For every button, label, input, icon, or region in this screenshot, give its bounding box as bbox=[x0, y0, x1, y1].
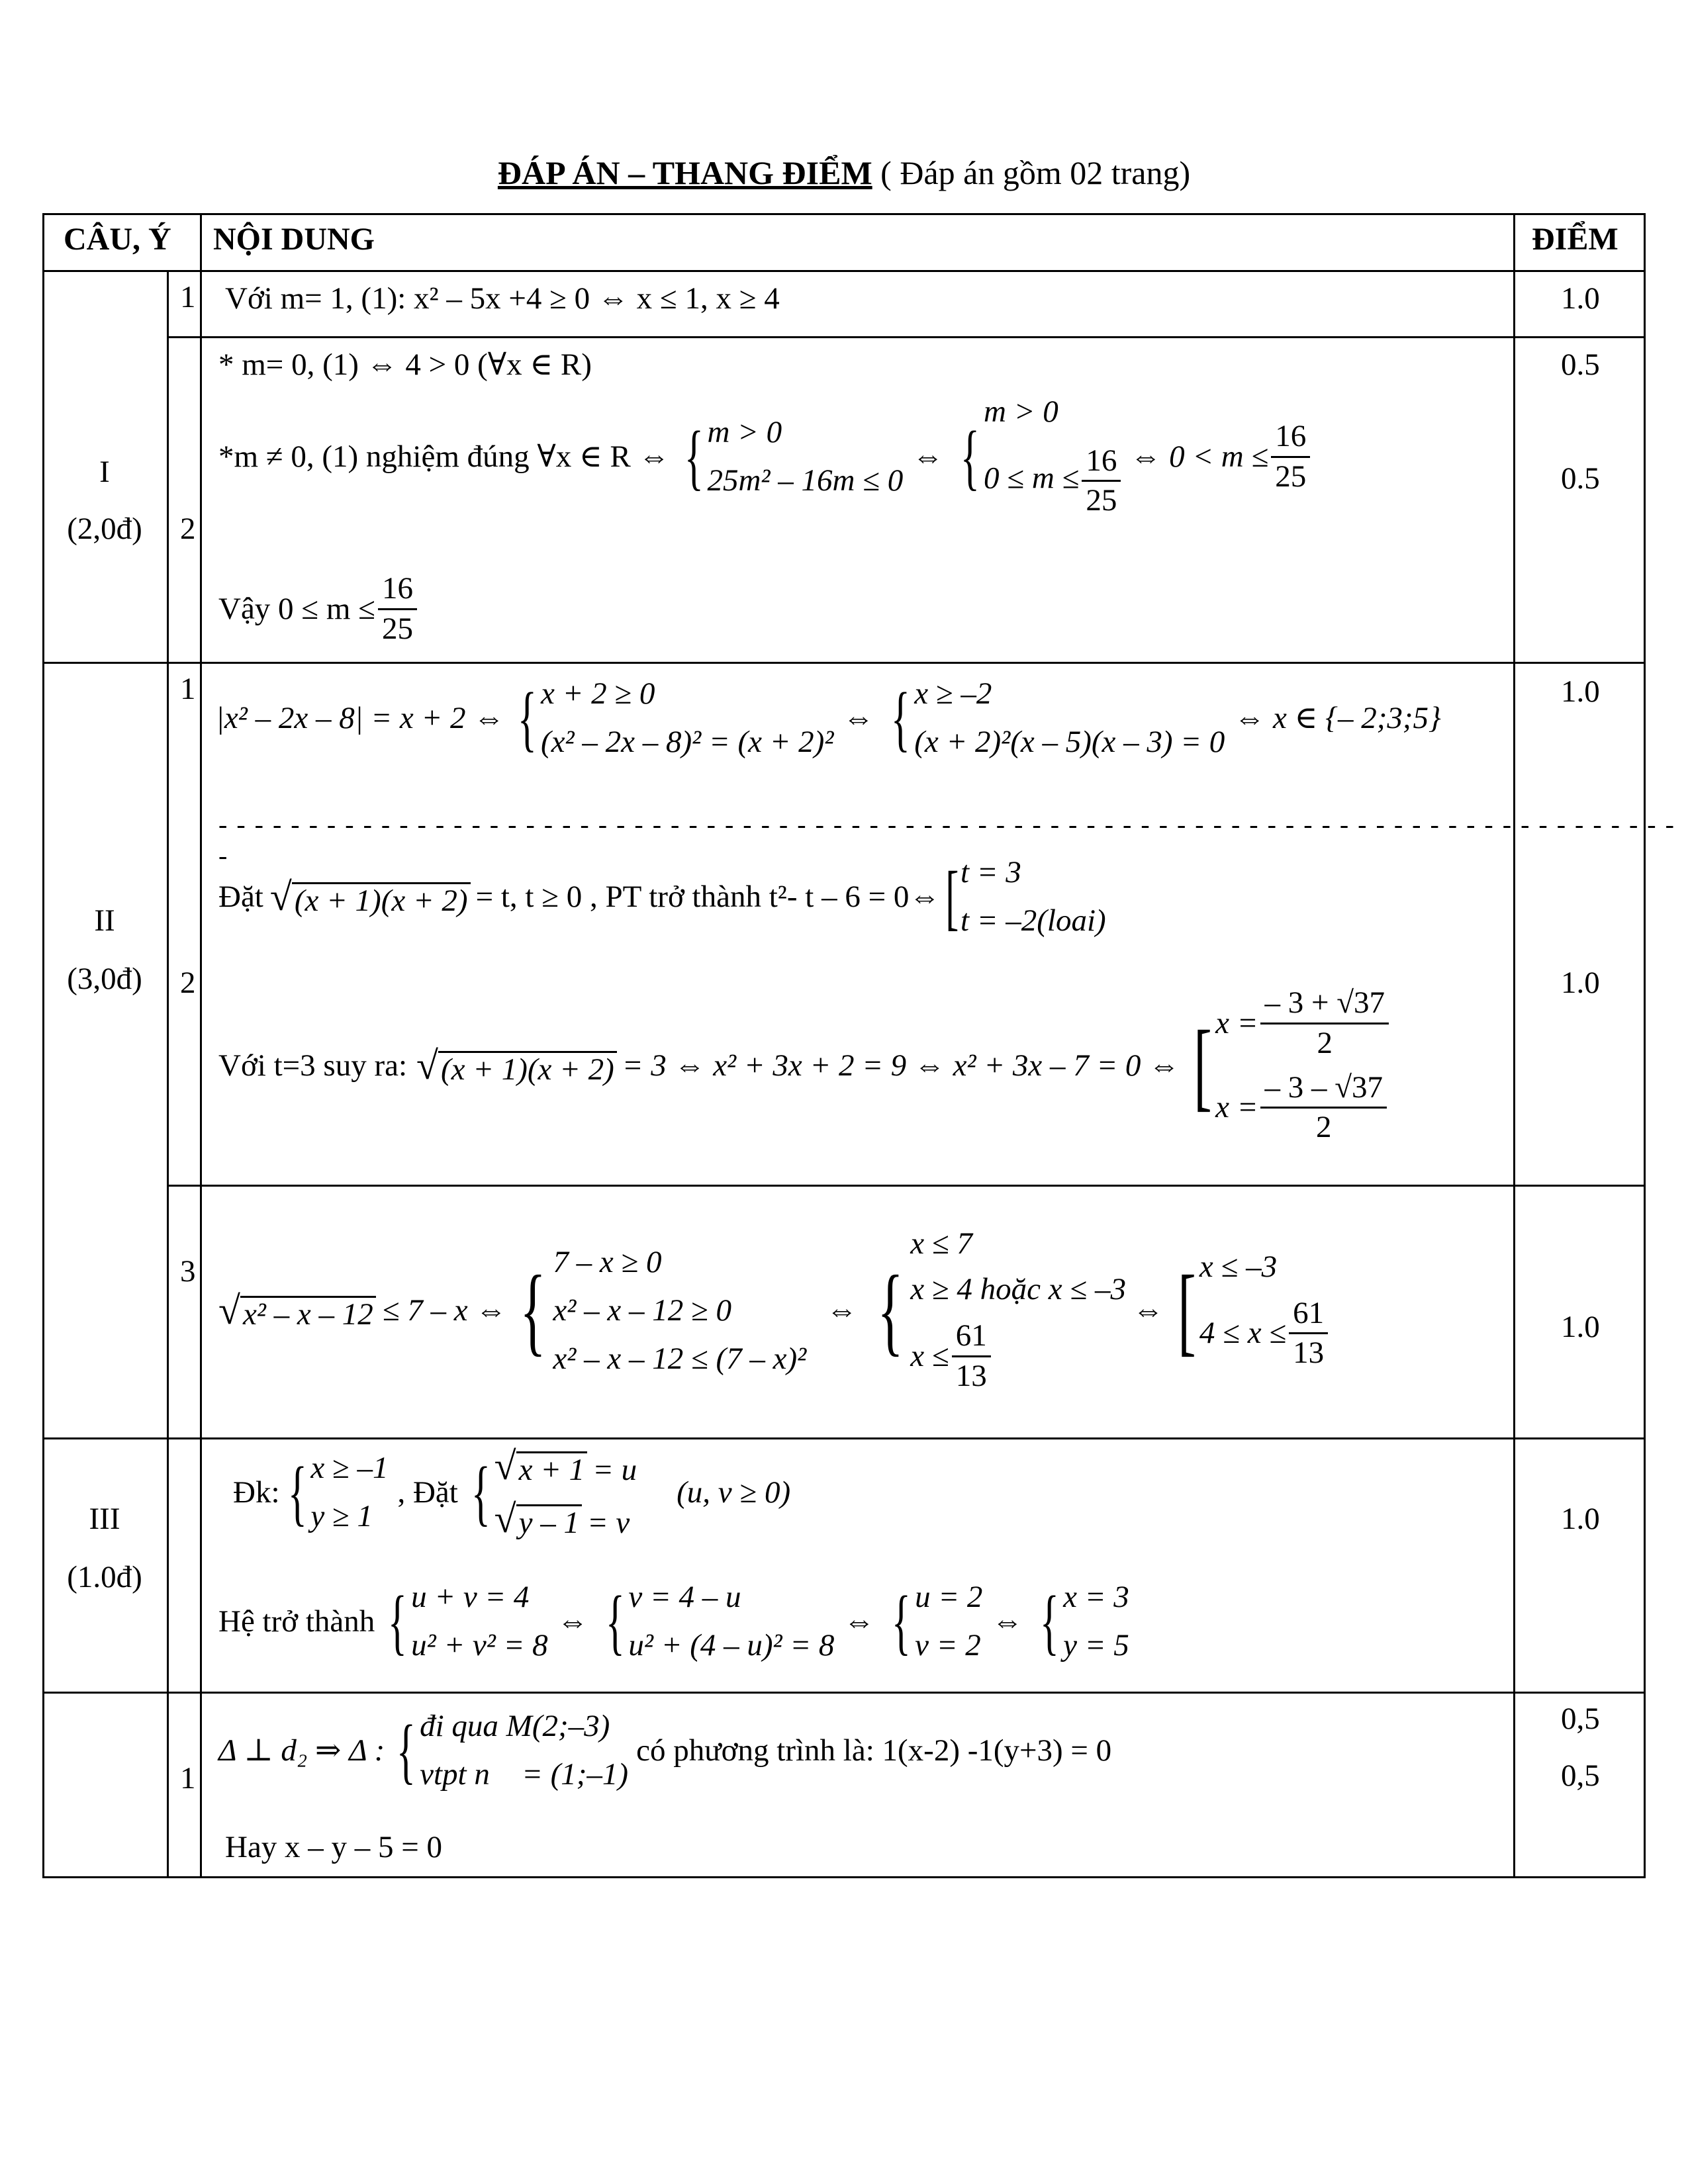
answer-line: * m= 0, (1) ⇔ 4 > 0 (∀x ∈ R) bbox=[218, 347, 592, 382]
header-diem: ĐIỂM bbox=[1532, 222, 1618, 257]
item-number: 1 bbox=[180, 1761, 196, 1796]
score: 1.0 bbox=[1561, 966, 1600, 1000]
item-number: 2 bbox=[180, 966, 196, 1000]
item-number: 1 bbox=[180, 280, 196, 314]
answer-line: *m ≠ 0, (1) nghiệm đúng ∀x ∈ R ⇔ { m > 0 25m² – 16m ≤ 0 ⇔ { m > 0 0 ≤ m ≤ $\frac{16}{25}$ ⇔ 0 < m ≤ $\frac{16}{25}$ bbox=[218, 404, 1313, 510]
answer-line: Hệ trở thành { u + v = 4 u² + v² = 8 ⇔ { v = 4 – u u² + (4 – u)² = 8 ⇔ { u = 2 v = 2 ⇔ { x = 3 y = 5 bbox=[218, 1580, 1129, 1662]
answer-line: Vậy 0 ≤ m ≤ $\frac{16}{25}$ bbox=[218, 569, 420, 649]
score: 0.5 bbox=[1561, 347, 1600, 382]
answer-line: Hay x – y – 5 = 0 bbox=[225, 1830, 443, 1864]
answer-line: Δ ⊥ d₂ ⇒ Δ : { đi qua M(2;–3) vtpt n⃗ = (1;–1) có phương trình là: 1(x-2) -1(y+3) = 0 bbox=[218, 1709, 1112, 1792]
item-number: 3 bbox=[180, 1254, 196, 1289]
section-iii-points: (1.0đ) bbox=[67, 1560, 142, 1594]
score: 0,5 bbox=[1561, 1702, 1600, 1736]
section-ii-points: (3,0đ) bbox=[67, 962, 142, 996]
score: 0,5 bbox=[1561, 1758, 1600, 1793]
header-cau: CÂU, Ý bbox=[64, 222, 171, 257]
section-i-name: I bbox=[99, 455, 110, 489]
section-ii-name: II bbox=[94, 903, 115, 938]
section-iii-name: III bbox=[89, 1502, 120, 1536]
score: 1.0 bbox=[1561, 674, 1600, 709]
answer-line: Đặt √ (x + 1)(x + 2) = t, t ≥ 0 , PT trở thành t²- t – 6 = 0⇔ [ t = 3 t = –2(loai) bbox=[218, 855, 1106, 938]
divider: - - - - - - - - - - - - - - - - - - - - - - - - - - - - - - - - - - - - - - - - - - - - - - - - - - - - - - - - - - - - - - - - - - - - - - - - - - - - - - - - - - bbox=[218, 809, 1675, 870]
answer-line: Với m= 1, (1): x² – 5x +4 ≥ 0 ⇔ x ≤ 1, x ≥ 4 bbox=[225, 281, 780, 316]
item-number: 2 bbox=[180, 512, 196, 546]
item-number: 1 bbox=[180, 672, 196, 706]
score: 1.0 bbox=[1561, 281, 1600, 316]
answer-line: Với t=3 suy ra: √ (x + 1)(x + 2) = 3 ⇔ x² + 3x + 2 = 9 ⇔ x² + 3x – 7 = 0 ⇔ [ x = $\frac{- 3 + √37}{2}$ x = $\frac{- 3 - √37}{2}$ bbox=[218, 960, 1391, 1171]
score: 1.0 bbox=[1561, 1502, 1600, 1536]
answer-line: √ x² – x – 12 ≤ 7 – x ⇔ { 7 – x ≥ 0 x² – x – 12 ≥ 0 x² – x – 12 ≤ (7 – x)² ⇔ { x ≤ 7 x ≥ 4 hoặc x ≤ –3 x ≤ $\frac{61}{13}$ ⇔ [ x ≤ –3 4 ≤ x ≤ $\frac{61}{13}$ bbox=[218, 1191, 1331, 1430]
answer-line: Đk: { x ≥ –1 y ≥ 1 , Đặt { √ x + 1 = u √ y – 1 = v (u, v ≥ 0) bbox=[233, 1444, 791, 1541]
section-i-points: (2,0đ) bbox=[67, 512, 142, 546]
header-noidung: NỘI DUNG bbox=[213, 222, 375, 257]
score: 0.5 bbox=[1561, 461, 1600, 496]
page-title: ĐÁP ÁN – THANG ĐIỂM ( Đáp án gồm 02 trang) bbox=[497, 154, 1191, 191]
answer-line: |x² – 2x – 8| = x + 2 ⇔ { x + 2 ≥ 0 (x² – 2x – 8)² = (x + 2)² ⇔ { x ≥ –2 (x + 2)²(x – 5)(x – 3) = 0 ⇔ x ∈ {– 2;3;5} bbox=[216, 676, 1441, 759]
score: 1.0 bbox=[1561, 1310, 1600, 1344]
